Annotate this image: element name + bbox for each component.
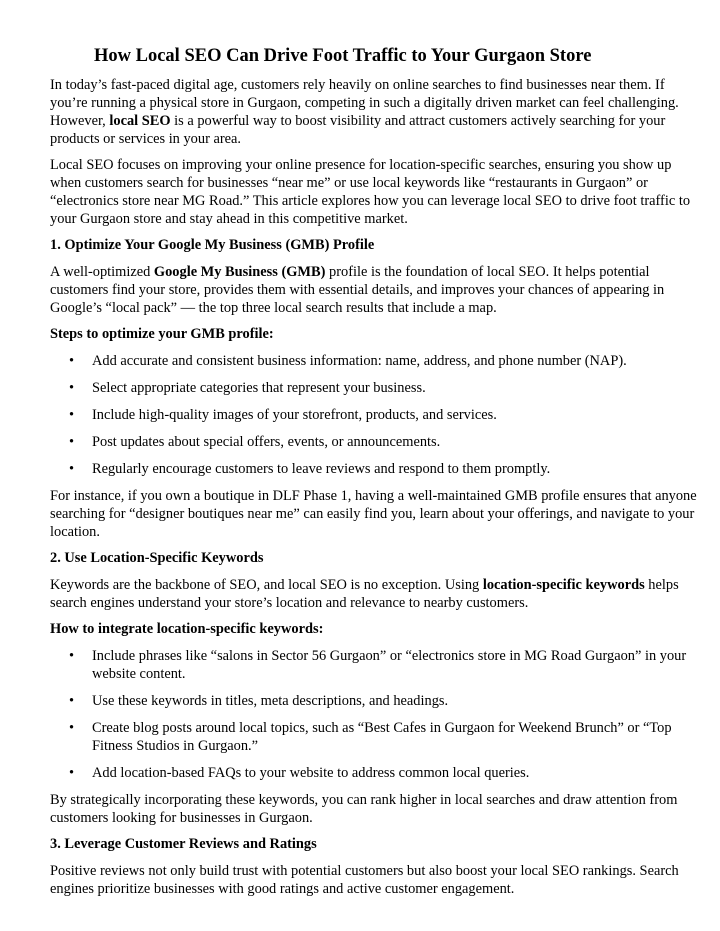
list-item (50, 692, 700, 710)
list-item-text: Add accurate and consistent business information: name, address, and phone number (NAP). (92, 353, 627, 369)
list-item (50, 647, 700, 683)
section1-steps-heading: Steps to optimize your GMB profile: (50, 326, 274, 342)
bullet-icon: • (69, 648, 75, 664)
intro-paragraph-1 (50, 76, 700, 148)
bullet-icon: • (69, 434, 75, 450)
section1-list (50, 352, 700, 478)
section3-paragraph: Positive reviews not only build trust with potential customers but also boost your local SEO rankings. Search engines prioritize businesses with good ratings and active customer engagement. (50, 863, 679, 897)
section2-heading: 2. Use Location-Specific Keywords (50, 550, 264, 566)
list-item (50, 460, 700, 478)
bullet-icon: • (69, 380, 75, 396)
list-item-text: Include high-quality images of your storefront, products, and services. (92, 407, 497, 423)
intro-bold-local-seo: local SEO (109, 113, 171, 129)
intro-text-a: In today’s fast-paced digital age, customers rely heavily on online searches to find businesses near them. If you’re running a physical store in Gurgaon, competing in such a digitally driven market can feel challenging. However, (50, 77, 679, 129)
bullet-icon: • (69, 461, 75, 477)
intro-paragraph-2: Local SEO focuses on improving your online presence for location-specific searches, ensuring you show up when customers search for businesses “near me” or use local keywords like “restaurants in Gurgaon” or “electronics store near MG Road.” This article explores how you can leverage local SEO to drive foot traffic to your Gurgaon store and stay ahead in this competitive market. (50, 157, 691, 227)
bullet-icon: • (69, 693, 75, 709)
bullet-icon: • (69, 765, 75, 781)
list-item-text: Include phrases like “salons in Sector 56 Gurgaon” or “electronics store in MG Road Gurgaon” in your website content. (92, 648, 687, 682)
list-item (50, 379, 700, 397)
section1-closing: For instance, if you own a boutique in DLF Phase 1, having a well-maintained GMB profile ensures that anyone searching for “designer boutiques near me” can easily find you, learn about your offerings, and navigate to your location. (50, 488, 697, 540)
list-item-text: Create blog posts around local topics, such as “Best Cafes in Gurgaon for Weekend Brunch” or “Top Fitness Studios in Gurgaon.” (92, 720, 672, 754)
list-item (50, 719, 700, 755)
page-title: How Local SEO Can Drive Foot Traffic to Your Gurgaon Store (94, 46, 592, 66)
section2-steps-heading: How to integrate location-specific keywords: (50, 621, 324, 637)
section1-text-b: profile is the foundation of local SEO. It helps potential customers find your store, provides them with essential details, and improves your chances of appearing in Google’s “local pack” — the top three local search results that include a map. (50, 264, 665, 316)
list-item-text: Regularly encourage customers to leave reviews and respond to them promptly. (92, 461, 551, 477)
list-item-text: Post updates about special offers, events, or announcements. (92, 434, 441, 450)
list-item (50, 433, 700, 451)
bullet-icon: • (69, 720, 75, 736)
section2-list (50, 647, 700, 782)
intro-text-b: is a powerful way to boost visibility and attract customers actively searching for your products or services in your area. (50, 113, 666, 147)
section2-closing: By strategically incorporating these keywords, you can rank higher in local searches and draw attention from customers looking for businesses in Gurgaon. (50, 792, 678, 826)
list-item (50, 764, 700, 782)
section2-bold-keywords: location-specific keywords (482, 577, 645, 593)
section1-paragraph (50, 263, 700, 317)
section1-text-a: A well-optimized (50, 264, 154, 280)
list-item-text: Add location-based FAQs to your website to address common local queries. (92, 765, 530, 781)
bullet-icon: • (69, 353, 75, 369)
section3-heading: 3. Leverage Customer Reviews and Ratings (50, 836, 317, 852)
list-item-text: Use these keywords in titles, meta descriptions, and headings. (92, 693, 449, 709)
list-item (50, 352, 700, 370)
section2-text-a: Keywords are the backbone of SEO, and local SEO is no exception. Using (50, 577, 483, 593)
list-item (50, 406, 700, 424)
section1-heading: 1. Optimize Your Google My Business (GMB) Profile (50, 237, 375, 253)
section2-text-b: helps search engines understand your store’s location and relevance to nearby customers. (50, 577, 679, 611)
section2-paragraph (50, 576, 700, 612)
list-item-text: Select appropriate categories that represent your business. (92, 380, 426, 396)
bullet-icon: • (69, 407, 75, 423)
section1-bold-gmb: Google My Business (GMB) (153, 264, 326, 280)
